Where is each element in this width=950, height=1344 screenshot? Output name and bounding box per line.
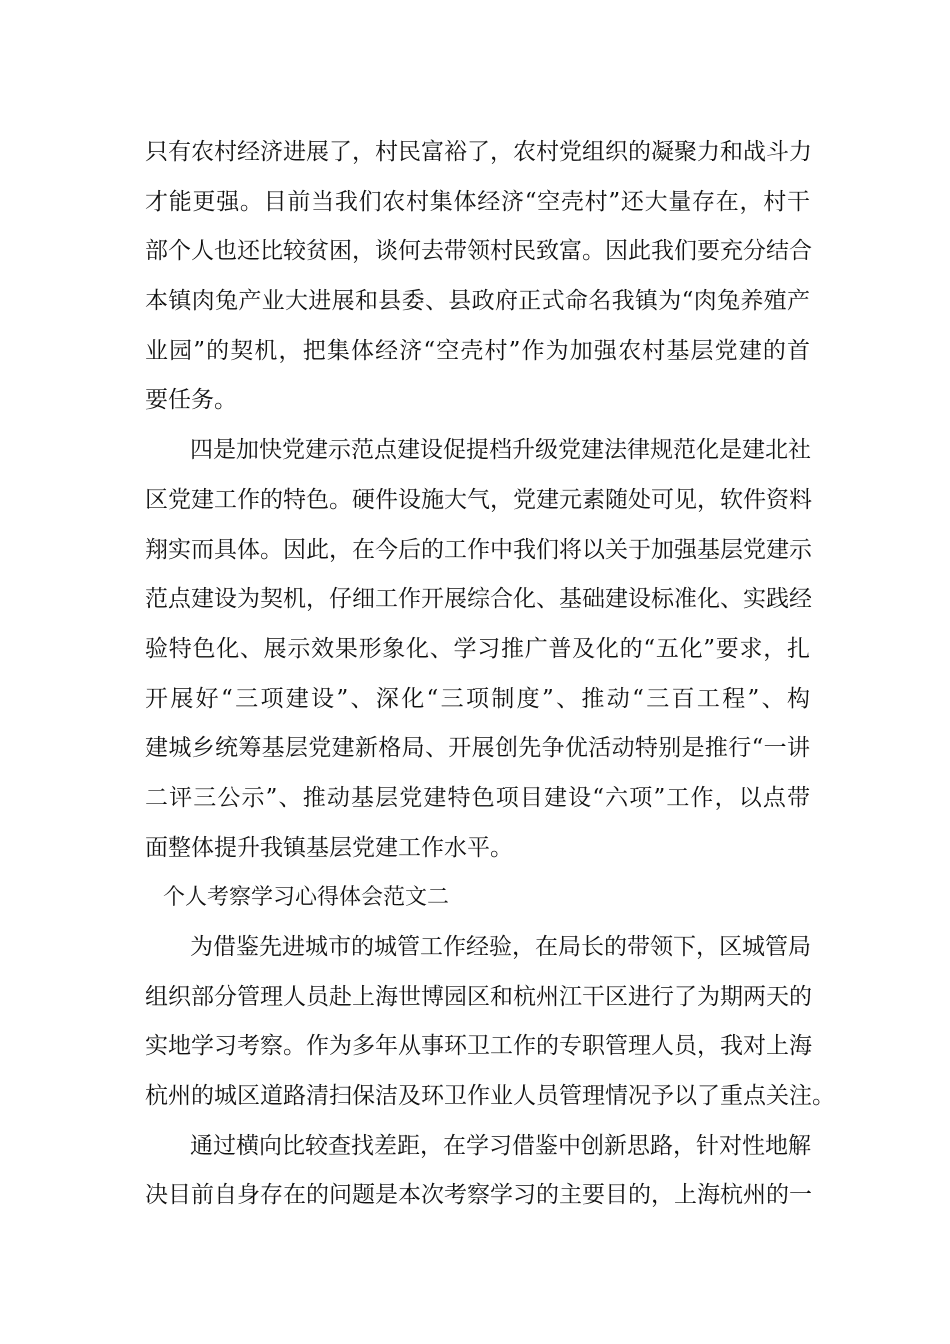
section-heading: 个人考察学习心得体会范文二 — [163, 885, 450, 911]
paragraph-line: 组织部分管理人员赴上海世博园区和杭州江干区进行了为期两天的 — [145, 983, 812, 1010]
paragraph-line: 本镇肉兔产业大进展和县委、县政府正式命名我镇为“肉兔养殖产 — [145, 288, 810, 315]
document-body — [145, 128, 835, 1221]
paragraph-line: 为借鉴先进城市的城管工作经验，在局长的带领下，区城管局 — [190, 934, 811, 960]
paragraph-line: 杭州的城区道路清扫保洁及环卫作业人员管理情况予以了重点关注。 — [145, 1083, 835, 1110]
paragraph-line: 要任务。 — [145, 387, 237, 414]
paragraph-line: 翔实而具体。因此，在今后的工作中我们将以关于加强基层党建示 — [145, 536, 812, 563]
paragraph-line: 区党建工作的特色。硬件设施大气，党建元素随处可见，软件资料 — [145, 486, 812, 513]
paragraph-line: 二评三公示”、推动基层党建特色项目建设“六项”工作，以点带 — [145, 784, 810, 811]
paragraph-line: 通过横向比较查找差距，在学习借鉴中创新思路，针对性地解 — [190, 1132, 811, 1159]
paragraph-line: 部个人也还比较贫困，谈何去带领村民致富。因此我们要充分结合 — [145, 238, 812, 265]
paragraph-line: 范点建设为契机，仔细工作开展综合化、基础建设标准化、实践经 — [145, 586, 812, 613]
paragraph-line: 建城乡统筹基层党建新格局、开展创先争优活动特别是推行“一讲 — [145, 735, 810, 762]
paragraph-line: 四是加快党建示范点建设促提档升级党建法律规范化是建北社 — [190, 437, 811, 464]
paragraph-line: 只有农村经济进展了，村民富裕了，农村党组织的凝聚力和战斗力 — [145, 139, 812, 165]
paragraph-line: 验特色化、展示效果形象化、学习推广普及化的“五化”要求，扎 — [145, 635, 810, 662]
paragraph-line: 面整体提升我镇基层党建工作水平。 — [145, 834, 513, 861]
paragraph-line: 开展好“三项建设”、深化“三项制度”、推动“三百工程”、构 — [145, 685, 810, 712]
paragraph-line: 实地学习考察。作为多年从事环卫工作的专职管理人员，我对上海 — [145, 1033, 812, 1060]
paragraph-line: 才能更强。目前当我们农村集体经济“空壳村”还大量存在，村干 — [145, 188, 810, 215]
paragraph-line: 决目前自身存在的问题是本次考察学习的主要目的，上海杭州的一 — [145, 1182, 812, 1209]
paragraph-line: 业园”的契机，把集体经济“空壳村”作为加强农村基层党建的首 — [145, 337, 810, 364]
